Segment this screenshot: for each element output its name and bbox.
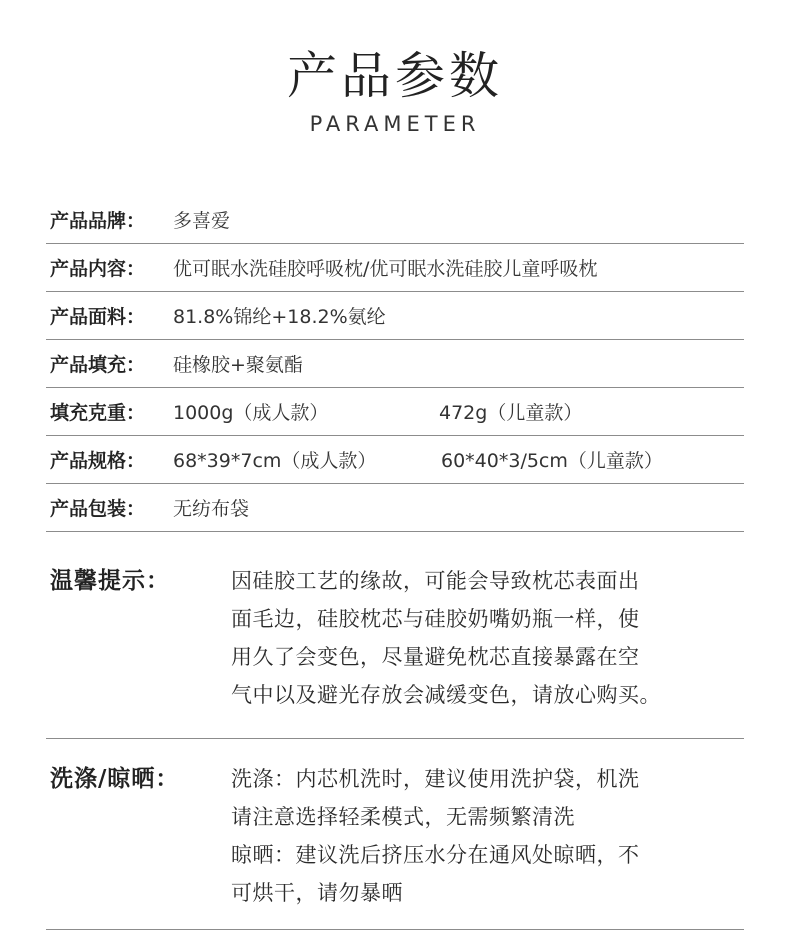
param-row-fabric: [46, 292, 744, 340]
param-value-adult: 68*39*7cm（成人款）: [173, 450, 377, 472]
param-label: 产品品牌：: [50, 209, 146, 232]
param-label: 产品规格：: [50, 450, 146, 472]
param-row-weight: [46, 388, 744, 436]
section-divider: [46, 738, 744, 739]
parameter-table: [46, 195, 744, 532]
param-value-text: 无纺布袋: [173, 498, 250, 520]
param-value: [173, 398, 582, 425]
param-value: [173, 350, 303, 377]
param-value-text: 优可眠水洗硅胶呼吸枕/优可眠水洗硅胶儿童呼吸枕: [173, 258, 598, 280]
param-label: 产品面料：: [50, 306, 146, 328]
tip-text: [231, 562, 751, 714]
param-value-text: 硅橡胶+聚氨酯: [173, 354, 303, 376]
param-row-packaging: [46, 484, 744, 532]
param-value-adult: 1000g（成人款）: [173, 402, 329, 424]
page-title: 产品参数: [287, 47, 503, 105]
wash-label: 洗涤/晾晒：: [50, 766, 180, 792]
param-label: 产品填充：: [50, 354, 146, 376]
param-value-child: 60*40*3/5cm（儿童款）: [441, 450, 663, 472]
tip-label: 温馨提示：: [50, 568, 170, 594]
wash-line: 洗涤：内芯机洗时，建议使用洗护袋，机洗: [231, 767, 640, 791]
param-label: 填充克重：: [50, 402, 146, 424]
param-value-text: 81.8%锦纶+18.2%氨纶: [173, 306, 386, 328]
param-row-brand: [46, 195, 744, 244]
tip-line: 气中以及避光存放会减缓变色，请放心购买。: [231, 683, 661, 707]
tip-line: 用久了会变色，尽量避免枕芯直接暴露在空: [231, 645, 640, 669]
param-value: [173, 254, 597, 281]
param-value-text: 多喜爱: [173, 209, 231, 232]
param-label: 产品包装：: [50, 498, 146, 520]
param-value: [173, 446, 663, 473]
param-row-content: [46, 244, 744, 292]
wash-line: 请注意选择轻柔模式，无需频繁清洗: [231, 805, 575, 829]
param-value: [173, 302, 386, 329]
wash-line: 可烘干，请勿暴晒: [231, 881, 403, 905]
wash-text: [231, 760, 751, 912]
param-value: [173, 206, 230, 233]
section-divider: [46, 929, 744, 930]
tip-line: 因硅胶工艺的缘故，可能会导致枕芯表面出: [231, 569, 640, 593]
param-label: 产品内容：: [50, 258, 146, 280]
tip-line: 面毛边，硅胶枕芯与硅胶奶嘴奶瓶一样，使: [231, 607, 640, 631]
param-value-child: 472g（儿童款）: [439, 402, 583, 424]
page-subtitle: PARAMETER: [309, 112, 481, 136]
param-value: [173, 494, 249, 521]
param-row-spec: [46, 436, 744, 484]
wash-line: 晾晒：建议洗后挤压水分在通风处晾晒，不: [231, 843, 640, 867]
param-row-filling: [46, 340, 744, 388]
